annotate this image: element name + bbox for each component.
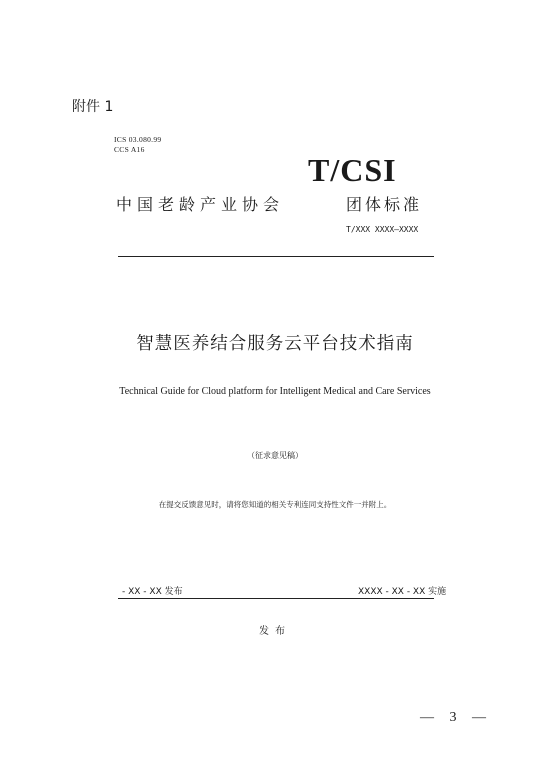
publish-date: - XX - XX 发布 [122,587,183,597]
standard-number: T/XXX XXXX—XXXX [346,225,419,234]
organization-name: 中国老龄产业协会 [116,195,285,214]
document-title-chinese: 智慧医养结合服务云平台技术指南 [136,334,414,354]
document-title-english: Technical Guide for Cloud platform for Intelligent Medical and Care Services [119,386,431,397]
draft-status: （征求意见稿） [247,451,303,460]
patent-note: 在提交反馈意见时，请将您知道的相关专利连同支持性文件一并附上。 [158,500,392,509]
standard-logo: T/CSI [308,152,397,188]
top-divider [118,256,434,257]
attachment-label: 附件 1 [72,99,114,115]
page-number: — 3 — [420,710,492,725]
standard-type: 团体标准 [346,195,423,214]
bottom-divider [118,598,434,599]
implement-date: XXXX - XX - XX 实施 [358,587,447,597]
ccs-code: CCS A16 [114,145,145,154]
issuer-label: 发布 [259,626,291,637]
ics-code: ICS 03.080.99 [114,135,162,144]
